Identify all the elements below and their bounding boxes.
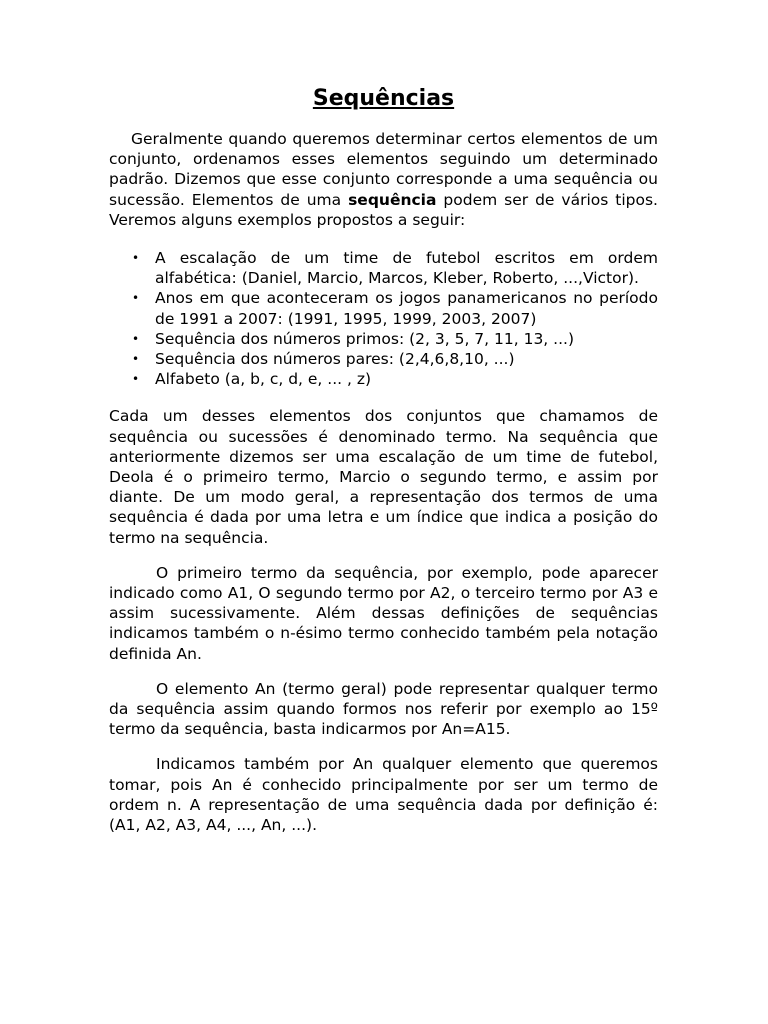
list-item (132, 288, 658, 328)
document-title: Sequências (312, 86, 455, 111)
intro-paragraph (109, 129, 658, 230)
intro-text-end: podem ser de vários tipos. Veremos alguns exemplos propostos a seguir: (109, 190, 658, 229)
document-content (109, 86, 658, 835)
intro-text-start: Geralmente quando queremos determinar certos elementos de um conjunto, ordenamos esses elementos seguindo um determinado padrão. Dizemos que esse conjunto corresponde a uma sequência ou sucessão. Elementos de uma (109, 130, 658, 209)
list-item-text: A escalação de um time de futebol escritos em ordem alfabética: (Daniel, Marcio, Marcos, Kleber, Roberto, ...,Victor). (155, 249, 658, 288)
list-item-text: Anos em que aconteceram os jogos panamericanos no período de 1991 a 2007: (1991, 1995, 1999, 2003, 2007) (155, 289, 658, 328)
list-item (132, 329, 658, 349)
list-item-text: Alfabeto (a, b, c, d, e, ... , z) (155, 370, 372, 389)
paragraph-terms: Cada um desses elementos dos conjuntos que chamamos de sequência ou sucessões é denominado termo. Na sequência que anteriormente dizemos ser uma escalação de um time de futebol, Deola é o primeiro termo, Marcio o segundo termo, e assim por diante. De um modo geral, a representação dos termos de uma sequência é dada por uma letra e um índice que indica a posição do termo na sequência. (109, 407, 658, 547)
bullet-icon: • (132, 331, 140, 346)
paragraph-definition: Indicamos também por An qualquer elemento que queremos tomar, pois An é conhecido principalmente por ser um termo de ordem n. A representação de uma sequência dada por definição é: (A1, A2, A3, A4, ..., An, ...). (109, 755, 658, 835)
examples-list (109, 248, 658, 389)
intro-bold-term: sequência (348, 190, 437, 209)
paragraph-first-term: O primeiro termo da sequência, por exemplo, pode aparecer indicado como A1, O segundo termo por A2, o terceiro termo por A3 e assim sucessivamente. Além dessas definições de sequências indicamos também o n-ésimo termo conhecido também pela notação definida An. (109, 563, 658, 663)
paragraph-general-term: O elemento An (termo geral) pode representar qualquer termo da sequência assim quando formos nos referir por exemplo ao 15º termo da sequência, basta indicarmos por An=A15. (109, 679, 658, 739)
bullet-icon: • (132, 251, 140, 266)
list-item (132, 369, 658, 389)
bullet-icon: • (132, 372, 140, 387)
list-item (132, 248, 658, 288)
list-item-text: Sequência dos números pares: (2,4,6,8,10, ...) (155, 350, 515, 369)
bullet-icon: • (132, 352, 140, 367)
bullet-icon: • (132, 291, 140, 306)
list-item-text: Sequência dos números primos: (2, 3, 5, 7, 11, 13, ...) (155, 329, 574, 348)
list-item (132, 349, 658, 369)
